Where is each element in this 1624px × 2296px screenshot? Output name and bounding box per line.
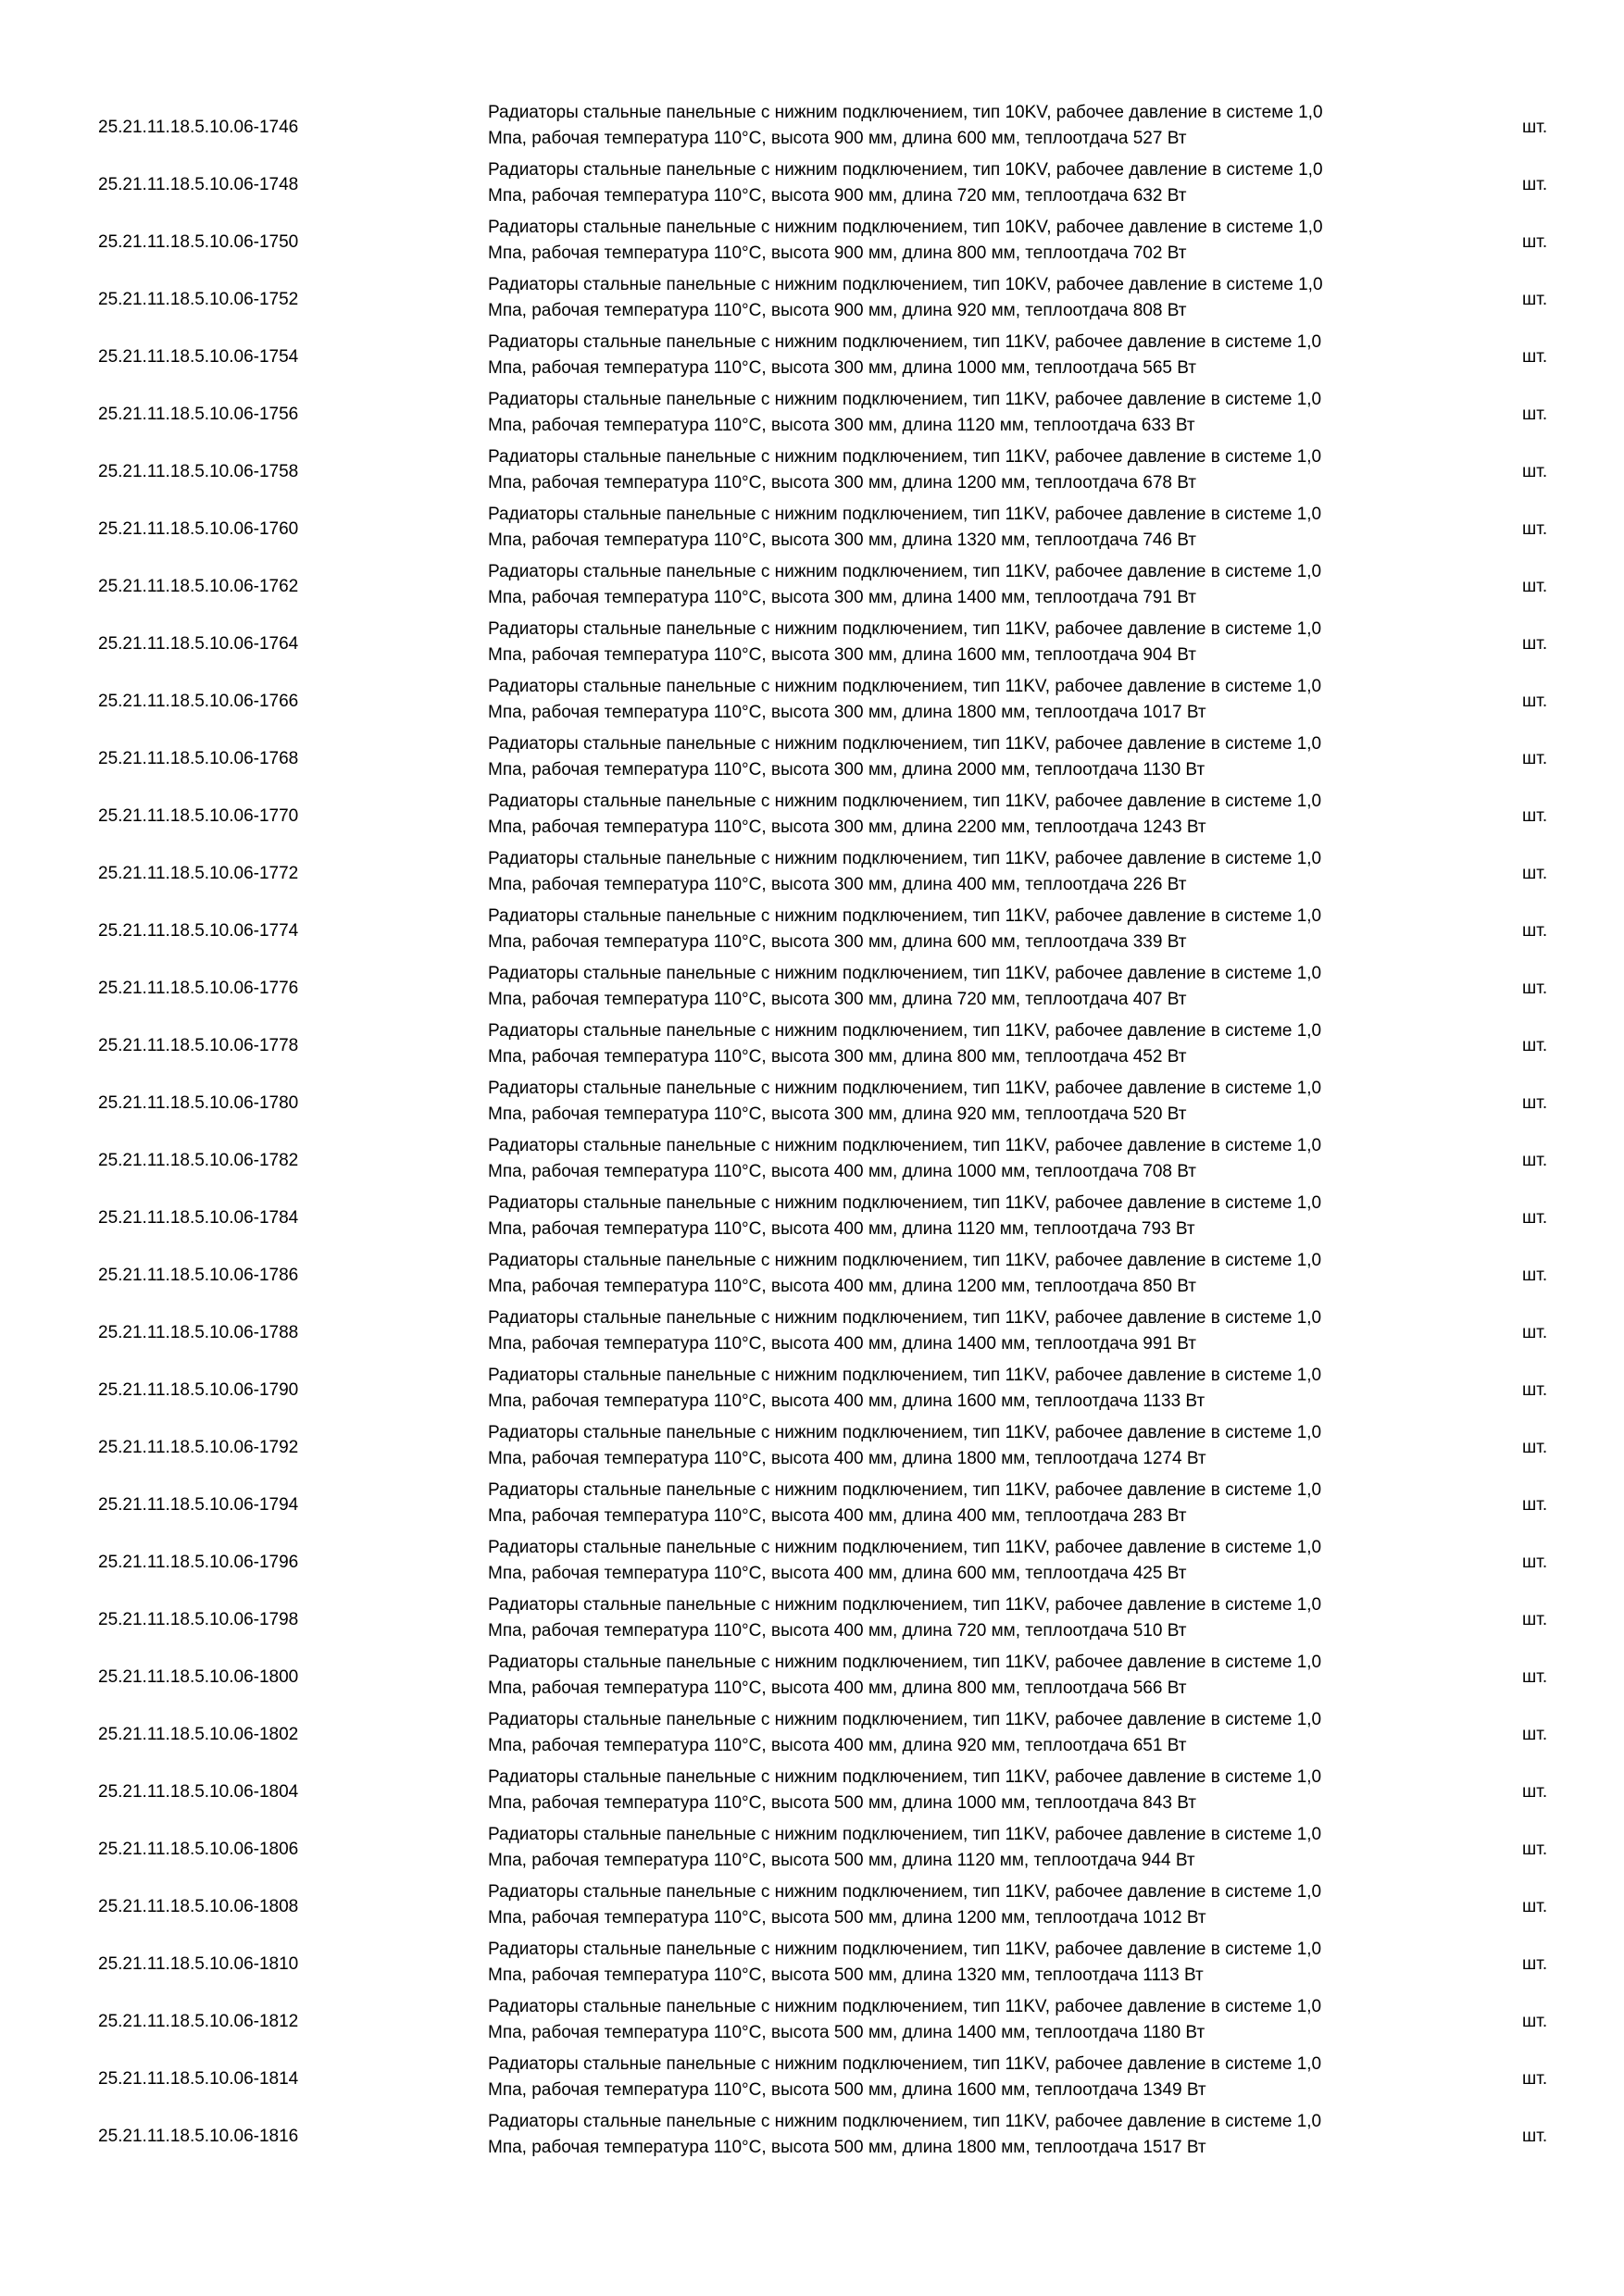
table-row [0, 1761, 1624, 1818]
description-line-1: Радиаторы стальные панельные с нижним подключением, тип 11KV, рабочее давление в системе 1,0 [488, 964, 1322, 983]
resource-code: 25.21.11.18.5.10.06-1790 [98, 1380, 299, 1400]
resource-description [488, 1191, 1451, 1242]
table-row [0, 728, 1624, 785]
description-line-1: Радиаторы стальные панельные с нижним подключением, тип 11KV, рабочее давление в системе 1,0 [488, 390, 1322, 409]
description-line-1: Радиаторы стальные панельные с нижним подключением, тип 11KV, рабочее давление в системе 1,0 [488, 1423, 1322, 1442]
unit-of-measure: шт. [1522, 232, 1548, 252]
description-line-1: Радиаторы стальные панельные с нижним подключением, тип 10KV, рабочее давление в системе 1,0 [488, 275, 1323, 294]
resource-description [488, 1133, 1451, 1185]
unit-of-measure: шт. [1522, 634, 1548, 654]
description-line-1: Радиаторы стальные панельные с нижним подключением, тип 11KV, рабочее давление в системе 1,0 [488, 505, 1322, 524]
description-line-2: Мпа, рабочая температура 110°С, высота 400 мм, длина 1000 мм, теплоотдача 708 Вт [488, 1162, 1197, 1181]
unit-of-measure: шт. [1522, 1553, 1548, 1572]
table-row [0, 555, 1624, 613]
table-row [0, 1416, 1624, 1474]
description-line-2: Мпа, рабочая температура 110°С, высота 400 мм, длина 600 мм, теплоотдача 425 Вт [488, 1564, 1187, 1583]
description-line-1: Радиаторы стальные панельные с нижним подключением, тип 11KV, рабочее давление в системе 1,0 [488, 1366, 1322, 1385]
unit-of-measure: шт. [1522, 2012, 1548, 2031]
resource-code: 25.21.11.18.5.10.06-1784 [98, 1208, 299, 1228]
description-line-1: Радиаторы стальные панельные с нижним подключением, тип 11KV, рабочее давление в системе 1,0 [488, 1136, 1322, 1155]
table-row [0, 613, 1624, 670]
table-row [0, 842, 1624, 900]
description-line-1: Радиаторы стальные панельные с нижним подключением, тип 11KV, рабочее давление в системе 1,0 [488, 2054, 1322, 2074]
table-row [0, 1015, 1624, 1072]
description-line-2: Мпа, рабочая температура 110°С, высота 500 мм, длина 1320 мм, теплоотдача 1113 Вт [488, 1965, 1204, 1985]
description-line-1: Радиаторы стальные панельные с нижним подключением, тип 10KV, рабочее давление в системе 1,0 [488, 160, 1323, 180]
resource-description [488, 904, 1451, 955]
table-row [0, 383, 1624, 441]
resource-description [488, 1305, 1451, 1357]
resource-description [488, 272, 1451, 324]
unit-of-measure: шт. [1522, 347, 1548, 367]
unit-of-measure: шт. [1522, 1093, 1548, 1113]
description-line-1: Радиаторы стальные панельные с нижним подключением, тип 11KV, рабочее давление в системе 1,0 [488, 1079, 1322, 1098]
description-line-1: Радиаторы стальные панельные с нижним подключением, тип 11KV, рабочее давление в системе 1,0 [488, 1825, 1322, 1844]
table-row [0, 1818, 1624, 1876]
resource-description [488, 444, 1451, 496]
unit-of-measure: шт. [1522, 1725, 1548, 1744]
description-line-2: Мпа, рабочая температура 110°С, высота 300 мм, длина 400 мм, теплоотдача 226 Вт [488, 875, 1187, 894]
description-line-1: Радиаторы стальные панельные с нижним подключением, тип 11KV, рабочее давление в системе 1,0 [488, 1538, 1322, 1557]
resource-description [488, 674, 1451, 726]
table-row [0, 154, 1624, 211]
resource-description [488, 1707, 1451, 1759]
resource-description [488, 1822, 1451, 1874]
table-row [0, 1244, 1624, 1302]
description-line-2: Мпа, рабочая температура 110°С, высота 900 мм, длина 720 мм, теплоотдача 632 Вт [488, 186, 1187, 206]
description-line-1: Радиаторы стальные панельные с нижним подключением, тип 11KV, рабочее давление в системе 1,0 [488, 1940, 1322, 1959]
resource-description [488, 617, 1451, 668]
description-line-2: Мпа, рабочая температура 110°С, высота 500 мм, длина 1200 мм, теплоотдача 1012 Вт [488, 1908, 1206, 1928]
unit-of-measure: шт. [1522, 519, 1548, 539]
resource-code: 25.21.11.18.5.10.06-1770 [98, 806, 299, 826]
resource-description [488, 731, 1451, 783]
resource-description [488, 1363, 1451, 1415]
description-line-1: Радиаторы стальные панельные с нижним подключением, тип 11KV, рабочее давление в системе 1,0 [488, 1710, 1322, 1729]
description-line-1: Радиаторы стальные панельные с нижним подключением, тип 11KV, рабочее давление в системе 1,0 [488, 332, 1322, 352]
table-row [0, 670, 1624, 728]
resource-code: 25.21.11.18.5.10.06-1806 [98, 1840, 299, 1859]
table-row [0, 1302, 1624, 1359]
table-row [0, 2048, 1624, 2105]
description-line-2: Мпа, рабочая температура 110°С, высота 500 мм, длина 1120 мм, теплоотдача 944 Вт [488, 1851, 1195, 1870]
unit-of-measure: шт. [1522, 1151, 1548, 1170]
table-row [0, 1876, 1624, 1933]
unit-of-measure: шт. [1522, 1782, 1548, 1802]
description-line-2: Мпа, рабочая температура 110°С, высота 400 мм, длина 1800 мм, теплоотдача 1274 Вт [488, 1449, 1206, 1468]
resource-code: 25.21.11.18.5.10.06-1774 [98, 921, 299, 941]
resource-description [488, 1937, 1451, 1989]
resource-description [488, 100, 1451, 152]
resource-code: 25.21.11.18.5.10.06-1782 [98, 1151, 299, 1170]
resource-code: 25.21.11.18.5.10.06-1812 [98, 2012, 299, 2031]
table-row [0, 1474, 1624, 1531]
resource-description [488, 559, 1451, 611]
table-row [0, 1531, 1624, 1589]
unit-of-measure: шт. [1522, 1840, 1548, 1859]
resource-code: 25.21.11.18.5.10.06-1760 [98, 519, 299, 539]
resource-description [488, 1248, 1451, 1300]
resource-description [488, 961, 1451, 1013]
resource-code: 25.21.11.18.5.10.06-1748 [98, 175, 299, 194]
description-line-2: Мпа, рабочая температура 110°С, высота 300 мм, длина 1200 мм, теплоотдача 678 Вт [488, 473, 1197, 493]
description-line-2: Мпа, рабочая температура 110°С, высота 300 мм, длина 2000 мм, теплоотдача 1130 Вт [488, 760, 1206, 780]
unit-of-measure: шт. [1522, 1438, 1548, 1457]
unit-of-measure: шт. [1522, 1323, 1548, 1342]
description-line-2: Мпа, рабочая температура 110°С, высота 900 мм, длина 600 мм, теплоотдача 527 Вт [488, 129, 1187, 148]
resource-code: 25.21.11.18.5.10.06-1786 [98, 1266, 299, 1285]
description-line-1: Радиаторы стальные панельные с нижним подключением, тип 11KV, рабочее давление в системе 1,0 [488, 677, 1322, 696]
unit-of-measure: шт. [1522, 1667, 1548, 1687]
resource-code: 25.21.11.18.5.10.06-1746 [98, 118, 299, 137]
resource-code: 25.21.11.18.5.10.06-1788 [98, 1323, 299, 1342]
table-row [0, 498, 1624, 555]
resource-description [488, 502, 1451, 554]
resource-description [488, 2052, 1451, 2103]
resource-code: 25.21.11.18.5.10.06-1804 [98, 1782, 299, 1802]
table-row [0, 211, 1624, 268]
unit-of-measure: шт. [1522, 1610, 1548, 1629]
description-line-2: Мпа, рабочая температура 110°С, высота 300 мм, длина 1000 мм, теплоотдача 565 Вт [488, 358, 1197, 378]
resource-description [488, 387, 1451, 439]
description-line-1: Радиаторы стальные панельные с нижним подключением, тип 11KV, рабочее давление в системе 1,0 [488, 734, 1322, 754]
resource-code: 25.21.11.18.5.10.06-1798 [98, 1610, 299, 1629]
resource-description [488, 1018, 1451, 1070]
description-line-2: Мпа, рабочая температура 110°С, высота 400 мм, длина 1400 мм, теплоотдача 991 Вт [488, 1334, 1197, 1354]
table-row [0, 1933, 1624, 1990]
description-line-2: Мпа, рабочая температура 110°С, высота 300 мм, длина 1120 мм, теплоотдача 633 Вт [488, 416, 1195, 435]
unit-of-measure: шт. [1522, 921, 1548, 941]
unit-of-measure: шт. [1522, 1954, 1548, 1974]
table-row [0, 268, 1624, 326]
resource-code: 25.21.11.18.5.10.06-1752 [98, 290, 299, 309]
unit-of-measure: шт. [1522, 864, 1548, 883]
table-row [0, 1072, 1624, 1129]
description-line-1: Радиаторы стальные панельные с нижним подключением, тип 11KV, рабочее давление в системе 1,0 [488, 1308, 1322, 1328]
unit-of-measure: шт. [1522, 806, 1548, 826]
description-line-1: Радиаторы стальные панельные с нижним подключением, тип 10KV, рабочее давление в системе 1,0 [488, 103, 1323, 122]
description-line-2: Мпа, рабочая температура 110°С, высота 500 мм, длина 1000 мм, теплоотдача 843 Вт [488, 1793, 1197, 1813]
resource-description [488, 1879, 1451, 1931]
resource-description [488, 2109, 1451, 2161]
resource-code: 25.21.11.18.5.10.06-1816 [98, 2127, 299, 2146]
description-line-1: Радиаторы стальные панельные с нижним подключением, тип 11KV, рабочее давление в системе 1,0 [488, 619, 1322, 639]
unit-of-measure: шт. [1522, 577, 1548, 596]
description-line-1: Радиаторы стальные панельные с нижним подключением, тип 11KV, рабочее давление в системе 1,0 [488, 906, 1322, 926]
description-line-1: Радиаторы стальные панельные с нижним подключением, тип 11KV, рабочее давление в системе 1,0 [488, 562, 1322, 581]
resource-code: 25.21.11.18.5.10.06-1764 [98, 634, 299, 654]
unit-of-measure: шт. [1522, 118, 1548, 137]
description-line-1: Радиаторы стальные панельные с нижним подключением, тип 11KV, рабочее давление в системе 1,0 [488, 1251, 1322, 1270]
description-line-1: Радиаторы стальные панельные с нижним подключением, тип 11KV, рабочее давление в системе 1,0 [488, 1767, 1322, 1787]
resource-code: 25.21.11.18.5.10.06-1814 [98, 2069, 299, 2089]
unit-of-measure: шт. [1522, 1380, 1548, 1400]
unit-of-measure: шт. [1522, 1036, 1548, 1055]
resource-description [488, 1535, 1451, 1587]
table-row [0, 1990, 1624, 2048]
resource-description [488, 157, 1451, 209]
description-line-2: Мпа, рабочая температура 110°С, высота 400 мм, длина 1600 мм, теплоотдача 1133 Вт [488, 1391, 1206, 1411]
description-line-2: Мпа, рабочая температура 110°С, высота 300 мм, длина 1400 мм, теплоотдача 791 Вт [488, 588, 1197, 607]
table-row [0, 900, 1624, 957]
resource-description [488, 789, 1451, 841]
unit-of-measure: шт. [1522, 1897, 1548, 1916]
description-line-2: Мпа, рабочая температура 110°С, высота 500 мм, длина 1800 мм, теплоотдача 1517 Вт [488, 2138, 1206, 2157]
description-line-2: Мпа, рабочая температура 110°С, высота 300 мм, длина 920 мм, теплоотдача 520 Вт [488, 1104, 1187, 1124]
description-line-2: Мпа, рабочая температура 110°С, высота 400 мм, длина 1200 мм, теплоотдача 850 Вт [488, 1277, 1197, 1296]
resource-code: 25.21.11.18.5.10.06-1758 [98, 462, 299, 481]
resource-code: 25.21.11.18.5.10.06-1808 [98, 1897, 299, 1916]
description-line-2: Мпа, рабочая температура 110°С, высота 300 мм, длина 2200 мм, теплоотдача 1243 Вт [488, 817, 1206, 837]
resource-description [488, 1650, 1451, 1702]
unit-of-measure: шт. [1522, 2127, 1548, 2146]
table-row [0, 96, 1624, 154]
table-row [0, 957, 1624, 1015]
description-line-2: Мпа, рабочая температура 110°С, высота 500 мм, длина 1600 мм, теплоотдача 1349 Вт [488, 2080, 1206, 2100]
description-line-2: Мпа, рабочая температура 110°С, высота 900 мм, длина 920 мм, теплоотдача 808 Вт [488, 301, 1187, 320]
description-line-1: Радиаторы стальные панельные с нижним подключением, тип 11KV, рабочее давление в системе 1,0 [488, 1193, 1322, 1213]
description-line-2: Мпа, рабочая температура 110°С, высота 400 мм, длина 400 мм, теплоотдача 283 Вт [488, 1506, 1187, 1526]
table-row [0, 2105, 1624, 2163]
resource-code: 25.21.11.18.5.10.06-1794 [98, 1495, 299, 1515]
resource-code: 25.21.11.18.5.10.06-1792 [98, 1438, 299, 1457]
table-row [0, 326, 1624, 383]
description-line-2: Мпа, рабочая температура 110°С, высота 400 мм, длина 920 мм, теплоотдача 651 Вт [488, 1736, 1187, 1755]
resource-code: 25.21.11.18.5.10.06-1754 [98, 347, 299, 367]
unit-of-measure: шт. [1522, 1266, 1548, 1285]
table-row [0, 1589, 1624, 1646]
resource-code: 25.21.11.18.5.10.06-1756 [98, 405, 299, 424]
resource-description [488, 330, 1451, 381]
unit-of-measure: шт. [1522, 462, 1548, 481]
description-line-2: Мпа, рабочая температура 110°С, высота 300 мм, длина 1600 мм, теплоотдача 904 Вт [488, 645, 1197, 665]
table-row [0, 1359, 1624, 1416]
resource-description [488, 846, 1451, 898]
description-line-2: Мпа, рабочая температура 110°С, высота 400 мм, длина 800 мм, теплоотдача 566 Вт [488, 1678, 1187, 1698]
resource-code: 25.21.11.18.5.10.06-1776 [98, 979, 299, 998]
resource-description [488, 1592, 1451, 1644]
resource-code: 25.21.11.18.5.10.06-1780 [98, 1093, 299, 1113]
resource-code: 25.21.11.18.5.10.06-1800 [98, 1667, 299, 1687]
resource-code: 25.21.11.18.5.10.06-1768 [98, 749, 299, 768]
description-line-1: Радиаторы стальные панельные с нижним подключением, тип 11KV, рабочее давление в системе 1,0 [488, 792, 1322, 811]
description-line-1: Радиаторы стальные панельные с нижним подключением, тип 11KV, рабочее давление в системе 1,0 [488, 1997, 1322, 2016]
unit-of-measure: шт. [1522, 979, 1548, 998]
description-line-1: Радиаторы стальные панельные с нижним подключением, тип 11KV, рабочее давление в системе 1,0 [488, 1480, 1322, 1500]
resource-description [488, 215, 1451, 267]
unit-of-measure: шт. [1522, 290, 1548, 309]
description-line-1: Радиаторы стальные панельные с нижним подключением, тип 11KV, рабочее давление в системе 1,0 [488, 1653, 1322, 1672]
resource-code: 25.21.11.18.5.10.06-1766 [98, 692, 299, 711]
description-line-1: Радиаторы стальные панельные с нижним подключением, тип 11KV, рабочее давление в системе 1,0 [488, 1882, 1322, 1902]
table-row [0, 1187, 1624, 1244]
description-line-1: Радиаторы стальные панельные с нижним подключением, тип 11KV, рабочее давление в системе 1,0 [488, 1021, 1322, 1041]
resource-code: 25.21.11.18.5.10.06-1802 [98, 1725, 299, 1744]
description-line-1: Радиаторы стальные панельные с нижним подключением, тип 11KV, рабочее давление в системе 1,0 [488, 2112, 1322, 2131]
resource-description [488, 1478, 1451, 1529]
description-line-1: Радиаторы стальные панельные с нижним подключением, тип 11KV, рабочее давление в системе 1,0 [488, 447, 1322, 467]
resource-description [488, 1076, 1451, 1128]
description-line-1: Радиаторы стальные панельные с нижним подключением, тип 11KV, рабочее давление в системе 1,0 [488, 849, 1322, 868]
resource-description [488, 1765, 1451, 1816]
description-line-2: Мпа, рабочая температура 110°С, высота 400 мм, длина 1120 мм, теплоотдача 793 Вт [488, 1219, 1195, 1239]
table-row [0, 441, 1624, 498]
resource-code: 25.21.11.18.5.10.06-1810 [98, 1954, 299, 1974]
resource-code: 25.21.11.18.5.10.06-1762 [98, 577, 299, 596]
description-line-2: Мпа, рабочая температура 110°С, высота 500 мм, длина 1400 мм, теплоотдача 1180 Вт [488, 2023, 1206, 2042]
unit-of-measure: шт. [1522, 2069, 1548, 2089]
resource-code: 25.21.11.18.5.10.06-1778 [98, 1036, 299, 1055]
resource-description [488, 1994, 1451, 2046]
description-line-2: Мпа, рабочая температура 110°С, высота 300 мм, длина 800 мм, теплоотдача 452 Вт [488, 1047, 1187, 1067]
unit-of-measure: шт. [1522, 749, 1548, 768]
table-row [0, 1646, 1624, 1703]
price-list-table [0, 96, 1624, 2163]
unit-of-measure: шт. [1522, 1495, 1548, 1515]
table-row [0, 1703, 1624, 1761]
description-line-2: Мпа, рабочая температура 110°С, высота 300 мм, длина 600 мм, теплоотдача 339 Вт [488, 932, 1187, 952]
unit-of-measure: шт. [1522, 692, 1548, 711]
description-line-1: Радиаторы стальные панельные с нижним подключением, тип 11KV, рабочее давление в системе 1,0 [488, 1595, 1322, 1615]
unit-of-measure: шт. [1522, 175, 1548, 194]
description-line-2: Мпа, рабочая температура 110°С, высота 300 мм, длина 1320 мм, теплоотдача 746 Вт [488, 530, 1197, 550]
description-line-2: Мпа, рабочая температура 110°С, высота 300 мм, длина 1800 мм, теплоотдача 1017 Вт [488, 703, 1206, 722]
description-line-2: Мпа, рабочая температура 110°С, высота 300 мм, длина 720 мм, теплоотдача 407 Вт [488, 990, 1187, 1009]
table-row [0, 1129, 1624, 1187]
description-line-2: Мпа, рабочая температура 110°С, высота 900 мм, длина 800 мм, теплоотдача 702 Вт [488, 243, 1187, 263]
description-line-2: Мпа, рабочая температура 110°С, высота 400 мм, длина 720 мм, теплоотдача 510 Вт [488, 1621, 1187, 1641]
resource-code: 25.21.11.18.5.10.06-1772 [98, 864, 299, 883]
unit-of-measure: шт. [1522, 405, 1548, 424]
resource-description [488, 1420, 1451, 1472]
resource-code: 25.21.11.18.5.10.06-1796 [98, 1553, 299, 1572]
unit-of-measure: шт. [1522, 1208, 1548, 1228]
description-line-1: Радиаторы стальные панельные с нижним подключением, тип 10KV, рабочее давление в системе 1,0 [488, 218, 1323, 237]
resource-code: 25.21.11.18.5.10.06-1750 [98, 232, 299, 252]
table-row [0, 785, 1624, 842]
